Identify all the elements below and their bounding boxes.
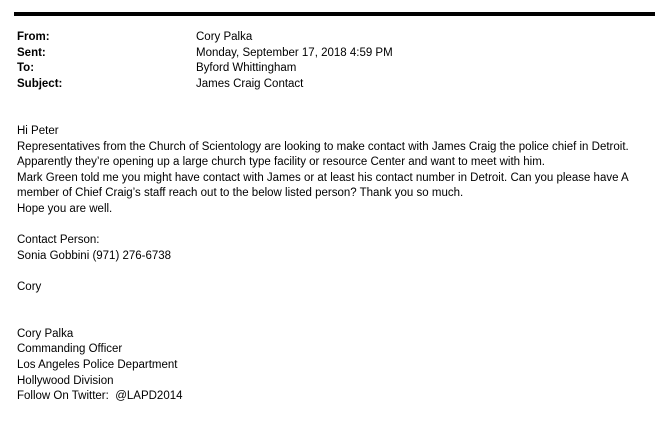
- to-value: Byford Whittingham: [196, 62, 297, 75]
- spacer: [17, 264, 657, 280]
- sent-label: Sent:: [17, 46, 46, 59]
- signature-department: Los Angeles Police Department: [17, 358, 178, 371]
- email-header: [17, 30, 393, 92]
- signature-name: Cory Palka: [17, 327, 74, 340]
- body-line: member of Chief Craig’s staff reach out to the below listed person? Thank you so much.: [17, 187, 464, 200]
- to-row: [17, 61, 393, 77]
- body-line: Representatives from the Church of Scientology are looking to make contact with James Craig the police chief in Detroit.: [17, 140, 629, 153]
- sent-row: [17, 46, 393, 62]
- subject-label: Subject:: [17, 77, 63, 90]
- signature-title: Commanding Officer: [17, 343, 123, 356]
- body-line: Hope you are well.: [17, 202, 113, 215]
- from-value: Cory Palka: [196, 31, 253, 43]
- from-label: From:: [17, 31, 50, 43]
- body-line: Mark Green told me you might have contact with James or at least his contact number in Detroit. Can you please have A: [17, 171, 629, 184]
- header-divider: [14, 12, 655, 16]
- from-row: [17, 30, 393, 46]
- spacer: [17, 218, 657, 234]
- spacer: [17, 296, 657, 327]
- subject-value: James Craig Contact: [196, 77, 304, 90]
- contact-value: Sonia Gobbini (971) 276-6738: [17, 249, 172, 262]
- sent-value: Monday, September 17, 2018 4:59 PM: [196, 46, 393, 59]
- email-body: [17, 124, 657, 405]
- greeting: Hi Peter: [17, 125, 59, 137]
- subject-row: [17, 77, 393, 93]
- signature-twitter: Follow On Twitter: @LAPD2014: [17, 390, 183, 403]
- contact-label: Contact Person:: [17, 234, 100, 247]
- body-line: Apparently they’re opening up a large church type facility or resource Center and want to meet with him.: [17, 156, 546, 169]
- to-label: To:: [17, 62, 35, 75]
- signature-division: Hollywood Division: [17, 374, 114, 387]
- signoff: Cory: [17, 280, 42, 293]
